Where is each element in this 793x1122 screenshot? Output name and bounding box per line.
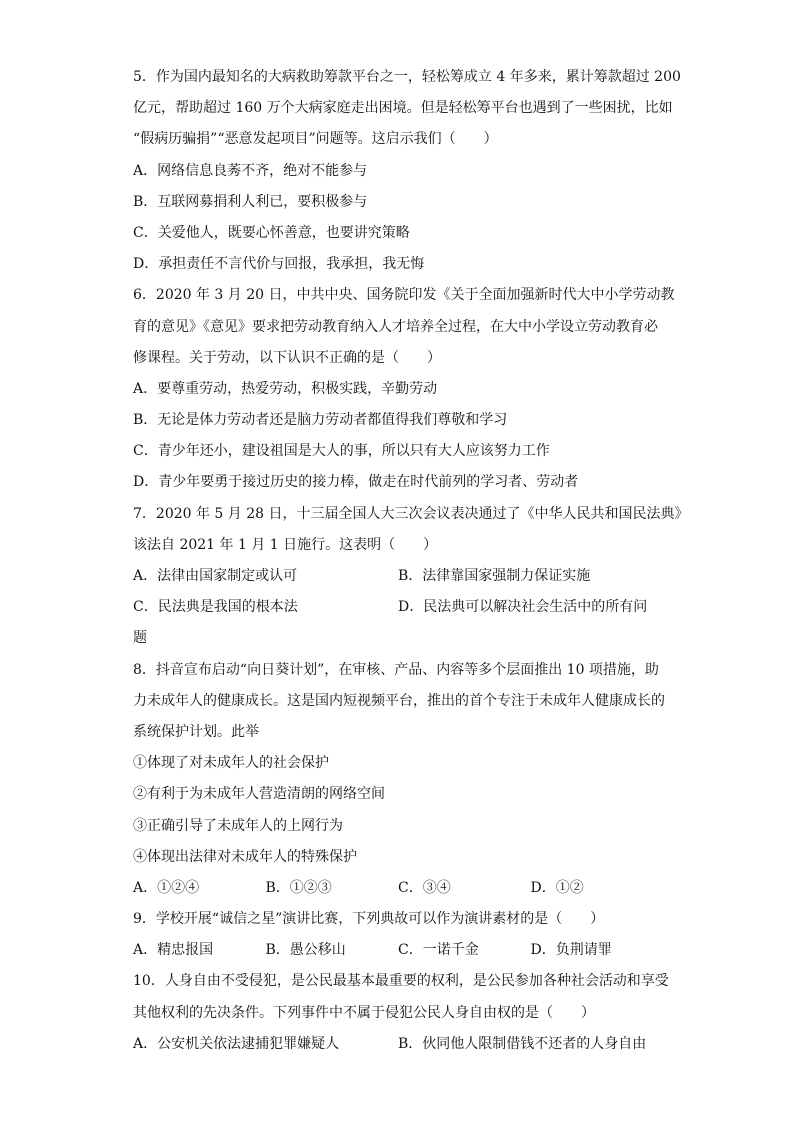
q10-stem-line-2: 其他权利的先决条件。下列事件中不属于侵犯公民人身自由权的是（ ）	[133, 1004, 595, 1021]
q5-option-b: B．互联网募捐利人利已，要积极参与	[133, 193, 368, 210]
q6-option-a: A．要尊重劳动，热爱劳动，积极实践，辛勤劳动	[133, 380, 438, 397]
q8-statement-2: ②有利于为未成年人营造清朗的网络空间	[133, 786, 385, 803]
q8-stem-line-1: 8．抖音宣布启动“向日葵计划”，在审核、产品、内容等多个层面推出 10 项措施，助	[133, 661, 659, 678]
q9-options-row	[133, 935, 663, 966]
q6-option-d: D．青少年要勇于接过历史的接力棒，做走在时代前列的学习者、劳动者	[133, 474, 579, 491]
q7-option-c: C．民法典是我国的根本法	[133, 599, 298, 616]
q7-options-row-1	[133, 561, 663, 592]
q6-stem-line-3: 修课程。关于劳动，以下认识不正确的是（ ）	[133, 349, 441, 366]
q10-option-b: B．伙同他人限制借钱不还者的人身自由	[398, 1035, 647, 1052]
q8-stem-line-2: 力未成年人的健康成长。这是国内短视频平台，推出的首个专注于未成年人健康成长的	[133, 692, 665, 709]
q9-option-a: A．精忠报国	[133, 942, 214, 959]
q8-option-d: D．①②	[530, 879, 584, 896]
q5-stem-line-1: 5．作为国内最知名的大病救助筹款平台之一，轻松筹成立 4 年多来，累计筹款超过 200	[133, 69, 681, 85]
q7-option-d: D．民法典可以解决社会生活中的所有问	[398, 599, 648, 616]
q9-option-c: C．一诺千金	[398, 942, 479, 959]
q8-option-c: C．③④	[398, 879, 451, 896]
q8-statement-1: ①体现了对未成年人的社会保护	[133, 755, 329, 772]
q9-option-b: B．愚公移山	[265, 942, 346, 959]
q8-statement-3: ③正确引导了未成年人的上网行为	[133, 817, 343, 834]
q5-stem-line-2: 亿元，帮助超过 160 万个大病家庭走出困境。但是轻松筹平台也遇到了一些困扰，比如	[133, 100, 673, 117]
q6-option-c: C．青少年还小，建设祖国是大人的事，所以只有大人应该努力工作	[133, 443, 550, 460]
q8-stem-line-3: 系统保护计划。此举	[133, 723, 259, 740]
q7-option-b: B．法律靠国家强制力保证实施	[398, 568, 591, 584]
q6-stem-line-1: 6．2020 年 3 月 20 日，中共中央、国务院印发《关于全面加强新时代大中小学劳动教	[133, 287, 675, 304]
q5-option-d: D．承担责任不言代价与回报，我承担，我无悔	[133, 256, 425, 273]
q7-options-row-2	[133, 592, 663, 623]
q7-stem-line-1: 7．2020 年 5 月 28 日，十三届全国人大三次会议表决通过了《中华人民共和国民法典》	[133, 505, 689, 522]
q8-statement-4: ④体现出法律对未成年人的特殊保护	[133, 848, 357, 865]
q7-option-a: A．法律由国家制定或认可	[133, 568, 298, 584]
q9-stem-line-1: 9．学校开展“诚信之星”演讲比赛，下列典故可以作为演讲素材的是（ ）	[133, 911, 605, 928]
q5-stem-line-3: “假病历骗捐”“恶意发起项目”问题等。这启示我们（ ）	[133, 131, 498, 148]
q10-option-a: A．公安机关依法逮捕犯罪嫌疑人	[133, 1035, 340, 1052]
q5-option-c: C．关爱他人，既要心怀善意，也要讲究策略	[133, 224, 410, 241]
q8-option-a: A．①②④	[133, 879, 200, 896]
question-list	[133, 62, 689, 1060]
q10-options-row-1	[133, 1029, 663, 1060]
q6-stem-line-2: 育的意见》《意见》要求把劳动教育纳入人才培养全过程，在大中小学设立劳动教育必	[133, 318, 658, 335]
q6-option-b: B．无论是体力劳动者还是脑力劳动者都值得我们尊敬和学习	[133, 412, 508, 429]
q8-option-b: B．①②③	[265, 879, 332, 896]
q8-options-row	[133, 873, 663, 904]
q7-stem-line-2: 该法自 2021 年 1 月 1 日施行。这表明（ ）	[133, 536, 438, 553]
q7-option-d-wrap: 题	[133, 630, 147, 647]
q9-option-d: D．负荆请罪	[530, 942, 612, 959]
q10-stem-line-1: 10．人身自由不受侵犯，是公民最基本最重要的权利，是公民参加各种社会活动和享受	[133, 973, 669, 990]
q5-option-a: A．网络信息良莠不齐，绝对不能参与	[133, 162, 368, 179]
